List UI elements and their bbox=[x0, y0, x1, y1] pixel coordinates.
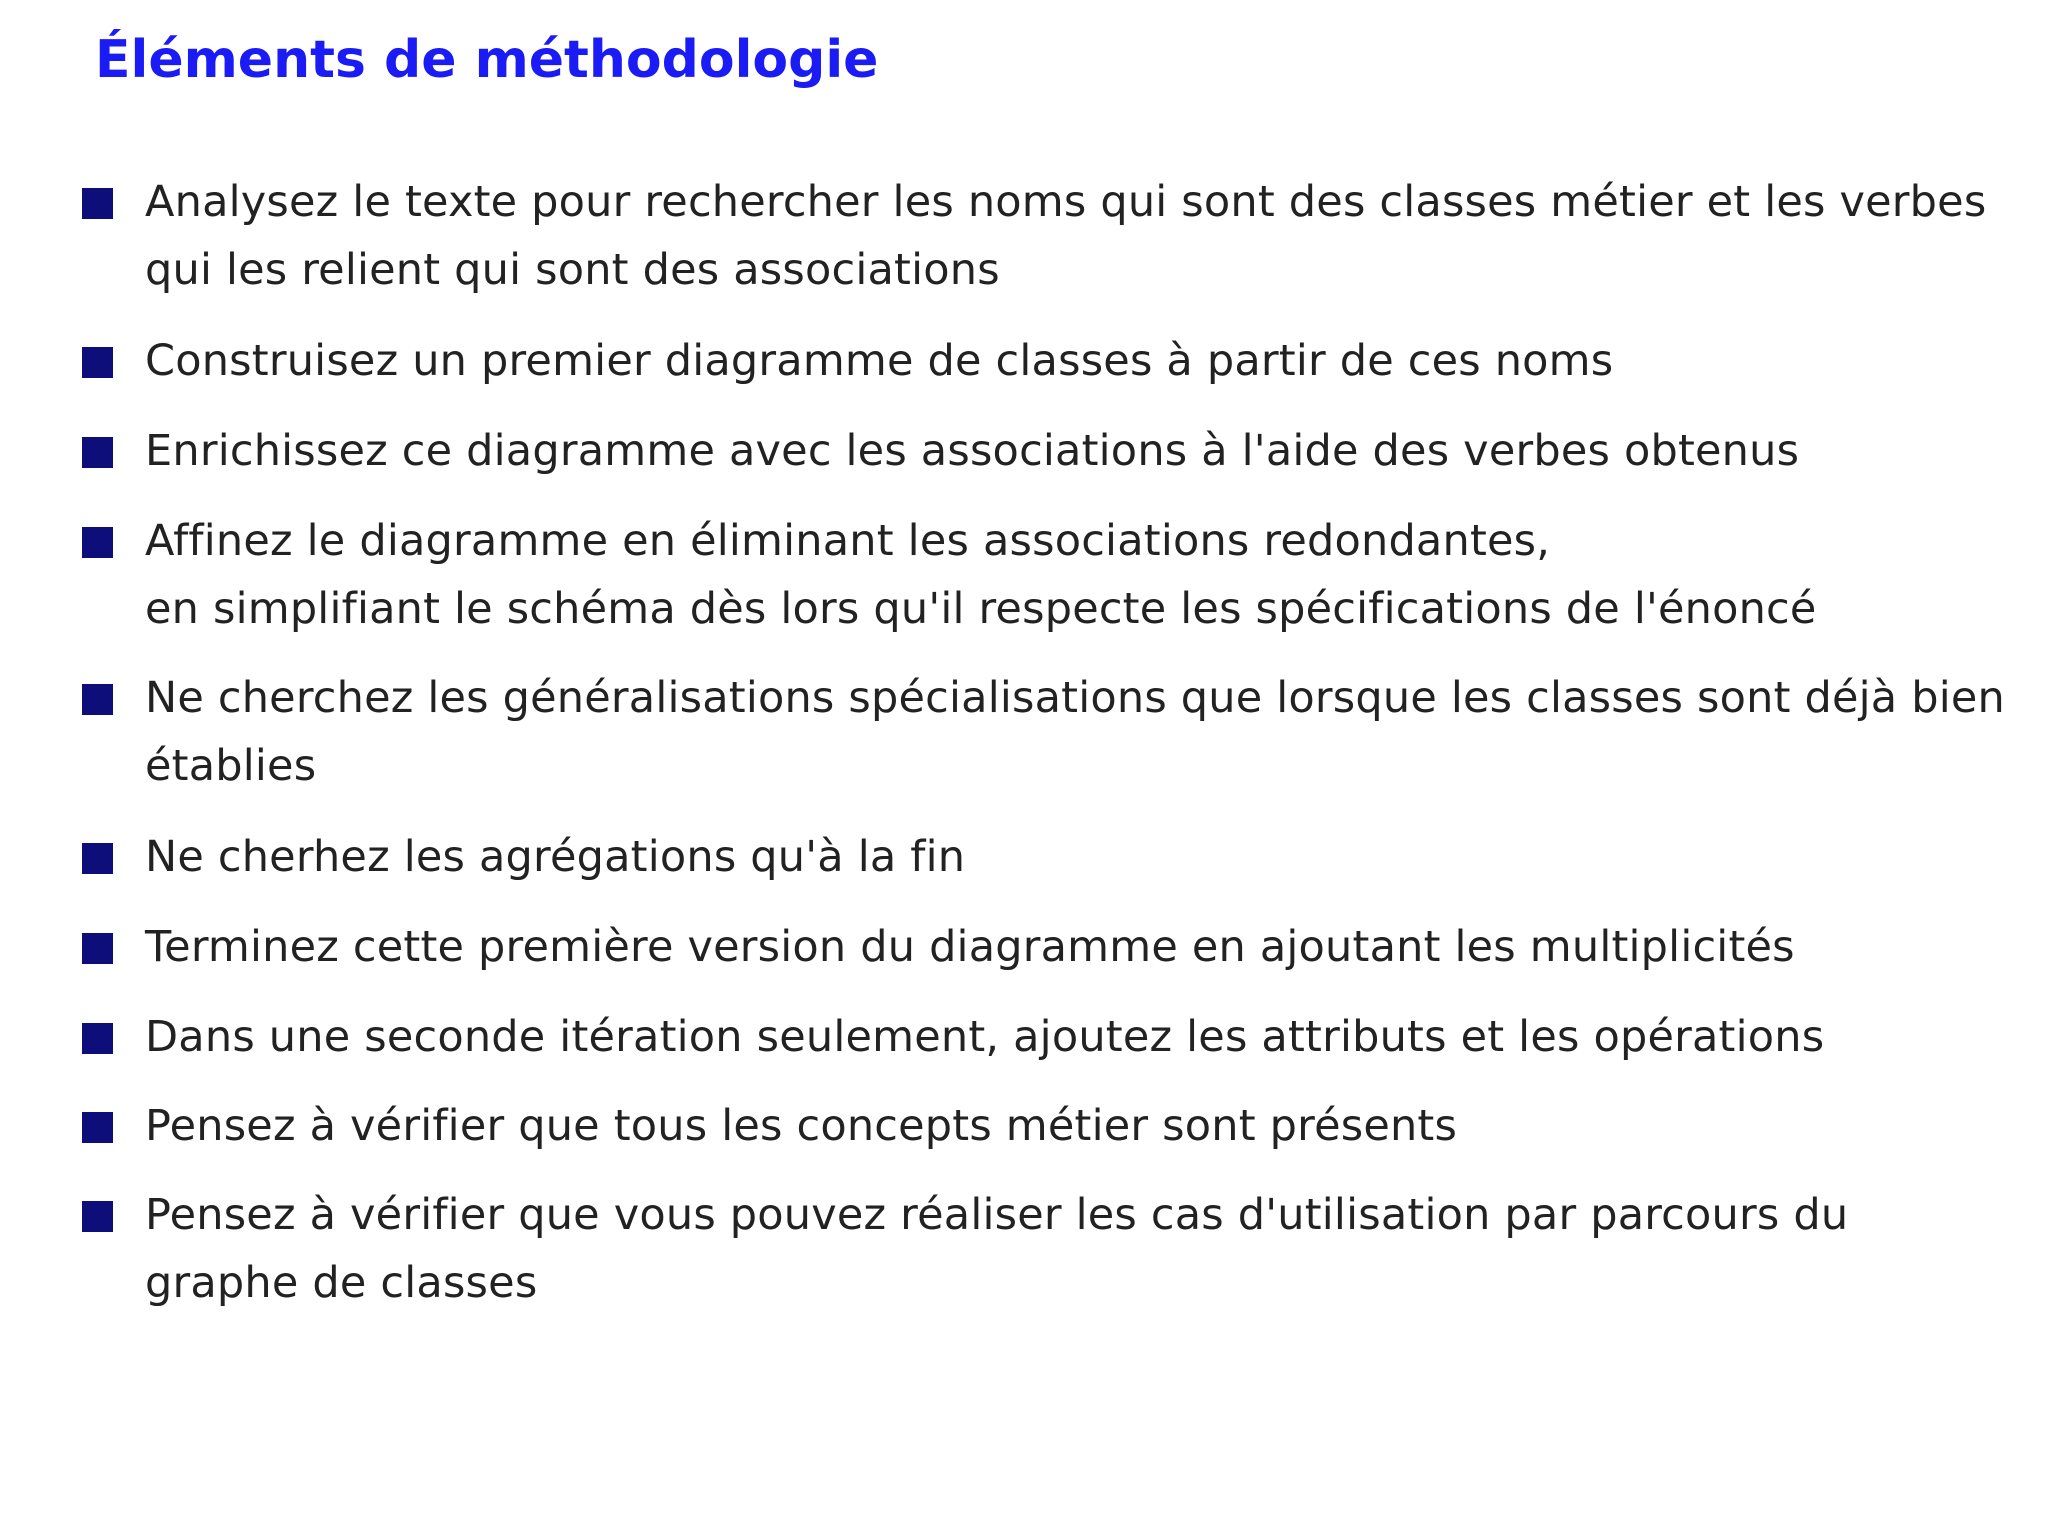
bullet-line: Analysez le texte pour rechercher les noms qui sont des classes métier et les verbes bbox=[145, 177, 1987, 227]
bullet-line: graphe de classes bbox=[145, 1258, 538, 1308]
bullet-square-icon bbox=[82, 684, 113, 715]
bullet-text bbox=[145, 913, 1795, 981]
bullet-line: Ne cherchez les généralisations spécialisations que lorsque les classes sont déjà bien bbox=[145, 673, 2005, 723]
bullet-line: Construisez un premier diagramme de classes à partir de ces noms bbox=[145, 336, 1614, 386]
bullet-square-icon bbox=[82, 1112, 113, 1143]
bullet-line: Ne cherhez les agrégations qu'à la fin bbox=[145, 832, 966, 882]
bullet-text bbox=[145, 168, 1986, 304]
bullet-square-icon bbox=[82, 527, 113, 558]
bullet-text bbox=[145, 1003, 1824, 1071]
bullet-text bbox=[145, 1181, 1848, 1317]
bullet-square-icon bbox=[82, 347, 113, 378]
slide-title: Éléments de méthodologie bbox=[95, 30, 879, 90]
bullet-text bbox=[145, 507, 1817, 643]
bullet-line: Pensez à vérifier que vous pouvez réaliser les cas d'utilisation par parcours du bbox=[145, 1190, 1849, 1240]
bullet-square-icon bbox=[82, 933, 113, 964]
bullet-line: Pensez à vérifier que tous les concepts métier sont présents bbox=[145, 1101, 1458, 1151]
bullet-text bbox=[145, 664, 2005, 800]
bullet-line: Affinez le diagramme en éliminant les associations redondantes, bbox=[145, 516, 1551, 566]
bullet-square-icon bbox=[82, 1023, 113, 1054]
bullet-square-icon bbox=[82, 843, 113, 874]
bullet-text bbox=[145, 1092, 1457, 1160]
bullet-line: Dans une seconde itération seulement, ajoutez les attributs et les opérations bbox=[145, 1012, 1825, 1062]
bullet-line: qui les relient qui sont des associations bbox=[145, 245, 1000, 295]
bullet-square-icon bbox=[82, 1201, 113, 1232]
bullet-text bbox=[145, 417, 1799, 485]
bullet-line: Enrichissez ce diagramme avec les associations à l'aide des verbes obtenus bbox=[145, 426, 1800, 476]
bullet-line: Terminez cette première version du diagramme en ajoutant les multiplicités bbox=[145, 922, 1795, 972]
bullet-line: en simplifiant le schéma dès lors qu'il respecte les spécifications de l'énoncé bbox=[145, 584, 1817, 634]
bullet-text bbox=[145, 823, 965, 891]
bullet-text bbox=[145, 327, 1613, 395]
bullet-square-icon bbox=[82, 188, 113, 219]
bullet-line: établies bbox=[145, 741, 317, 791]
bullet-square-icon bbox=[82, 437, 113, 468]
